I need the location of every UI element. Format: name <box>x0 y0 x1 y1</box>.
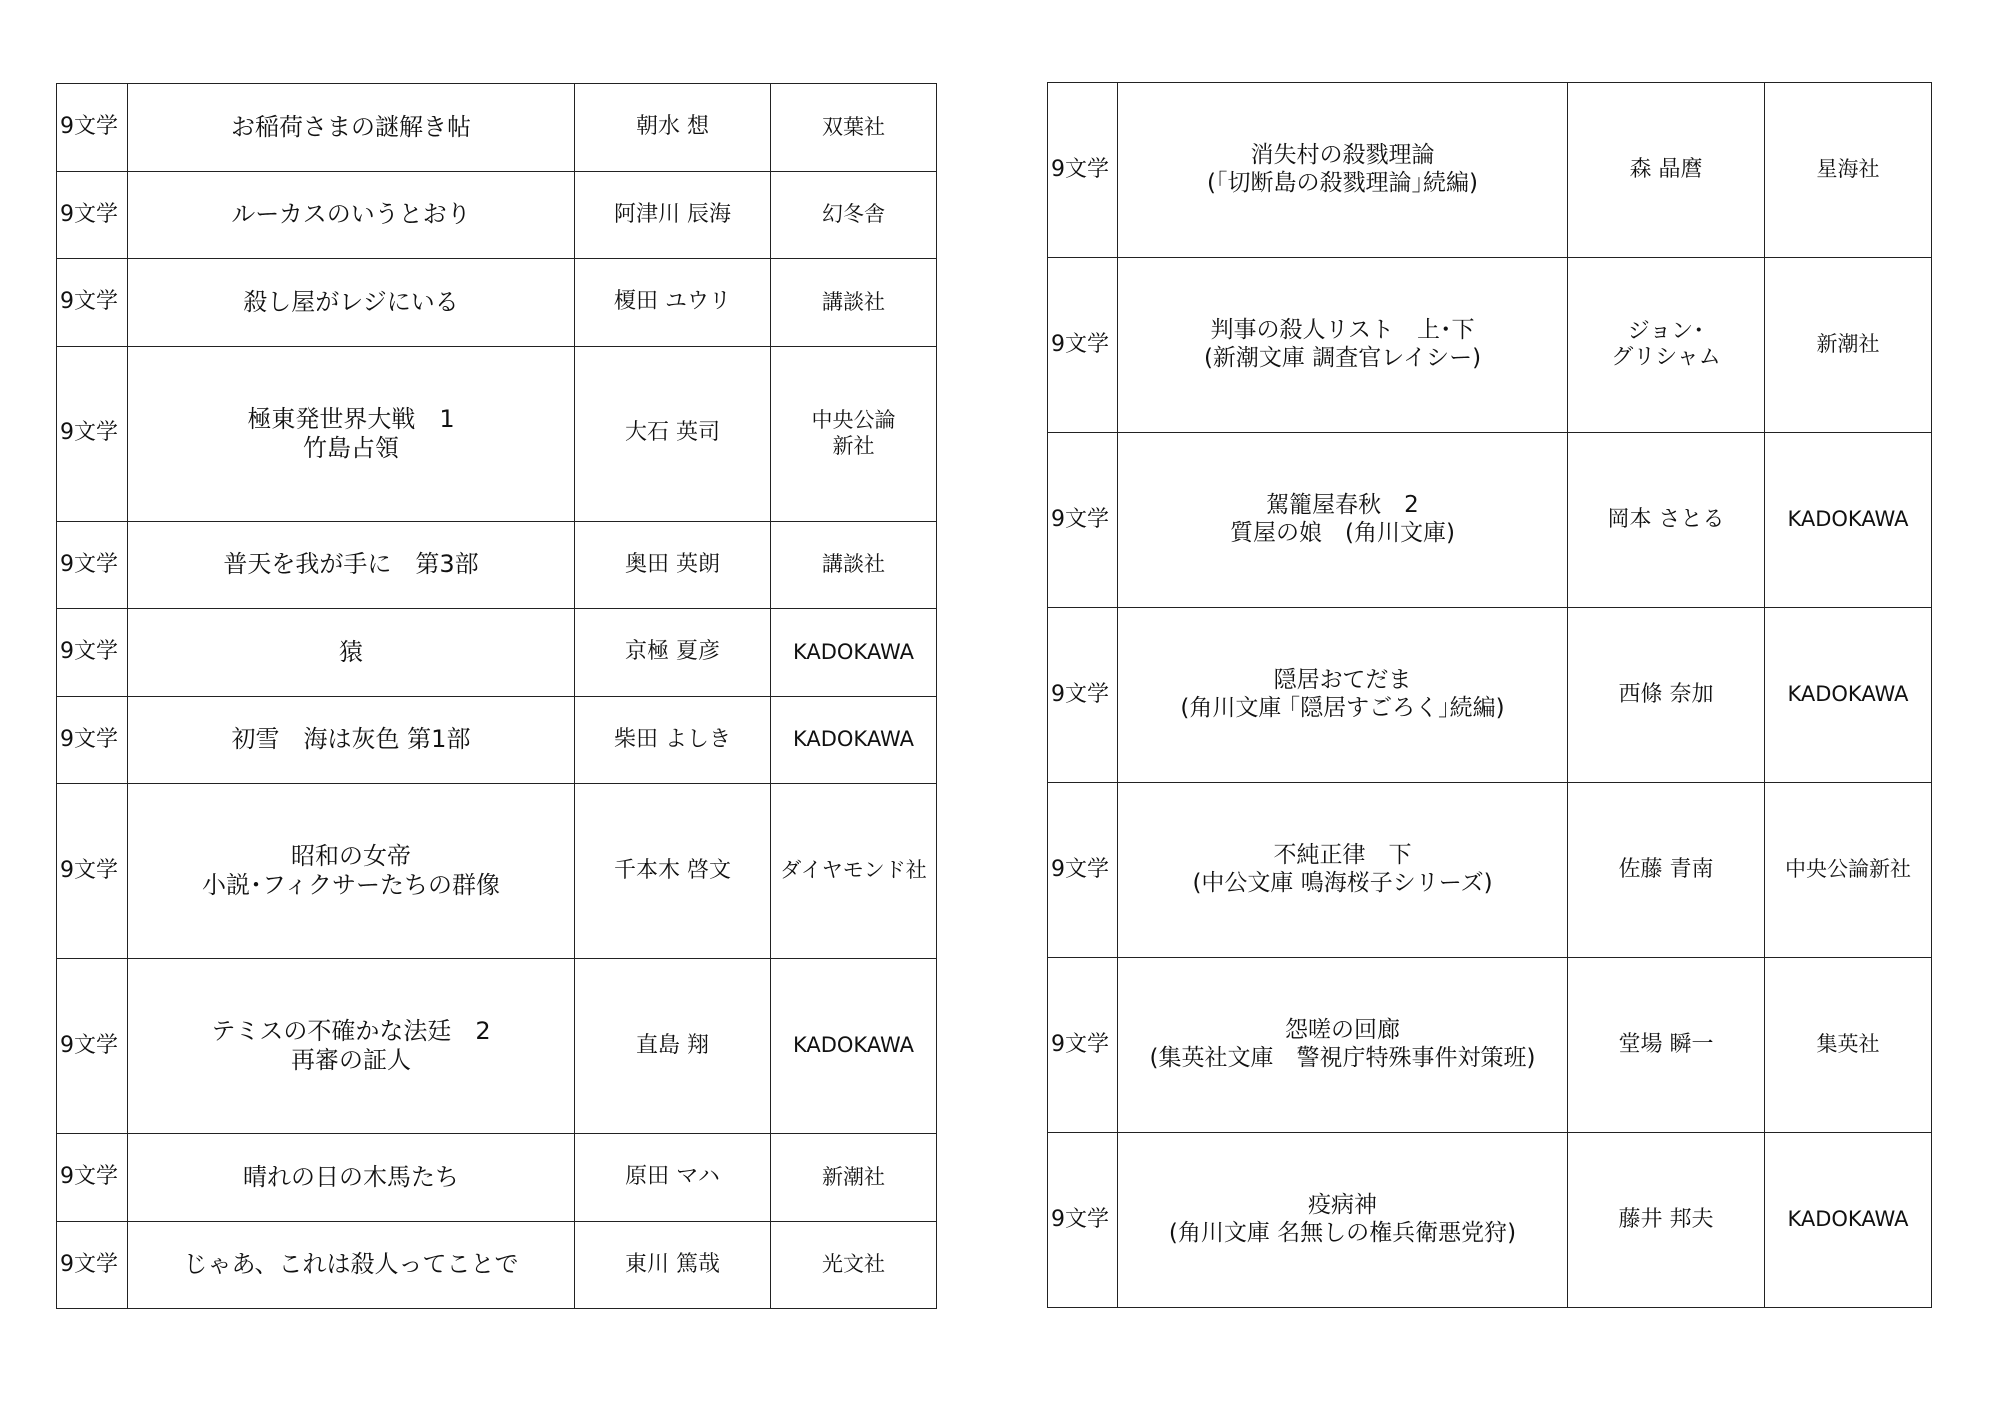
category-cell: 9文学 <box>57 784 128 959</box>
author-cell-line: 千本木 啓文 <box>614 857 731 883</box>
title-cell-line: 再審の証人 <box>291 1046 411 1074</box>
publisher-cell-line: KADOKAWA <box>1787 507 1909 532</box>
publisher-cell-line: KADOKAWA <box>792 639 915 664</box>
publisher-cell <box>771 1134 937 1222</box>
author-cell <box>575 171 771 259</box>
title-cell-line: お稲荷さまの謎解き帖 <box>231 112 471 141</box>
publisher-cell-line: KADOKAWA <box>792 727 915 752</box>
table-row <box>1048 1133 1932 1308</box>
title-cell-line: 殺し屋がレジにいる <box>243 287 459 316</box>
publisher-cell-line: 講談社 <box>822 289 885 314</box>
author-cell <box>1568 433 1765 608</box>
category-cell: 9文学 <box>1048 83 1118 258</box>
author-cell-line: 佐藤 青南 <box>1618 856 1714 882</box>
category-cell: 9文学 <box>57 609 128 697</box>
publisher-cell <box>1765 958 1932 1133</box>
author-cell <box>575 259 771 347</box>
category-cell: 9文学 <box>1048 258 1118 433</box>
table-row <box>57 784 937 959</box>
title-cell <box>1118 258 1568 433</box>
table-row <box>1048 83 1932 258</box>
author-cell-line: 西條 奈加 <box>1618 681 1714 707</box>
author-cell <box>575 84 771 172</box>
table-row <box>57 259 937 347</box>
title-cell-line: 昭和の女帝 <box>291 842 411 871</box>
category-cell: 9文学 <box>1048 783 1118 958</box>
title-cell-line: 駕籠屋春秋 2 <box>1266 492 1419 519</box>
title-cell <box>1118 1133 1568 1308</box>
book-list-body-left <box>57 84 937 1309</box>
author-cell-line: 大石 英司 <box>625 420 720 446</box>
publisher-cell-line: 光文社 <box>822 1252 885 1277</box>
title-cell-line: 竹島占領 <box>303 433 399 462</box>
author-cell <box>575 1134 771 1222</box>
author-cell-line: 岡本 さとる <box>1607 506 1725 532</box>
author-cell <box>575 784 771 959</box>
title-cell <box>1118 608 1568 783</box>
title-cell <box>128 1134 575 1222</box>
table-row <box>1048 783 1932 958</box>
publisher-cell <box>771 696 937 784</box>
author-cell-line: 京極 夏彦 <box>625 639 720 665</box>
publisher-cell <box>771 1221 937 1309</box>
publisher-cell-line: 双葉社 <box>822 114 885 139</box>
category-cell: 9文学 <box>57 346 128 521</box>
publisher-cell <box>1765 258 1932 433</box>
author-cell-line: 榎田 ユウリ <box>614 289 731 315</box>
book-list-table-left <box>56 83 937 1309</box>
author-cell <box>575 346 771 521</box>
table-row <box>57 609 937 697</box>
table-row <box>57 1221 937 1309</box>
category-cell: 9文学 <box>57 1134 128 1222</box>
publisher-cell <box>771 521 937 609</box>
author-cell <box>1568 258 1765 433</box>
title-cell <box>128 784 575 959</box>
table-row <box>57 521 937 609</box>
title-cell-line: 晴れの日の木馬たち <box>243 1162 459 1191</box>
category-cell: 9文学 <box>1048 958 1118 1133</box>
book-list-table-right <box>1047 82 1932 1308</box>
author-cell <box>1568 783 1765 958</box>
publisher-cell-line: 幻冬舎 <box>822 202 885 227</box>
title-cell-line: 判事の殺人リスト 上･下 <box>1210 317 1475 344</box>
title-cell <box>1118 958 1568 1133</box>
category-cell: 9文学 <box>57 84 128 172</box>
publisher-cell-line: 新社 <box>832 433 875 458</box>
category-cell: 9文学 <box>1048 608 1118 783</box>
publisher-cell <box>1765 783 1932 958</box>
publisher-cell-line: KADOKAWA <box>792 1033 915 1058</box>
author-cell <box>575 696 771 784</box>
publisher-cell <box>771 609 937 697</box>
publisher-cell-line: 新潮社 <box>822 1164 885 1189</box>
author-cell-line: 藤井 邦夫 <box>1618 1206 1714 1232</box>
table-row <box>57 1134 937 1222</box>
title-cell-line: (角川文庫 名無しの権兵衛悪党狩) <box>1168 1220 1517 1246</box>
title-cell-line: 極東発世界大戦 1 <box>247 404 455 433</box>
publisher-cell-line: 集英社 <box>1816 1032 1880 1057</box>
title-cell-line: テミスの不確かな法廷 2 <box>211 1017 491 1046</box>
title-cell <box>128 346 575 521</box>
table-row <box>1048 608 1932 783</box>
author-cell <box>1568 1133 1765 1308</box>
title-cell <box>1118 433 1568 608</box>
author-cell-line: 柴田 よしき <box>614 726 731 752</box>
title-cell <box>128 609 575 697</box>
publisher-cell <box>1765 83 1932 258</box>
author-cell <box>575 959 771 1134</box>
title-cell-line: 小説･フィクサーたちの群像 <box>201 871 501 899</box>
title-cell-line: 隠居おてだま <box>1273 667 1412 694</box>
title-cell-line: (新潮文庫 調査官レイシー) <box>1203 345 1482 371</box>
title-cell-line: 質屋の娘 (角川文庫) <box>1230 520 1455 546</box>
title-cell-line: 怨嗟の回廊 <box>1285 1017 1400 1044</box>
publisher-cell-line: 新潮社 <box>1816 332 1880 357</box>
author-cell-line: 直島 翔 <box>636 1032 709 1058</box>
author-cell <box>575 609 771 697</box>
table-row <box>1048 433 1932 608</box>
title-cell <box>1118 83 1568 258</box>
publisher-cell-line: 中央公論 <box>811 408 896 433</box>
title-cell <box>1118 783 1568 958</box>
title-cell <box>128 959 575 1134</box>
author-cell-line: ジョン･ <box>1627 318 1705 344</box>
publisher-cell <box>771 171 937 259</box>
title-cell <box>128 84 575 172</box>
title-cell <box>128 171 575 259</box>
publisher-cell-line: ダイヤモンド社 <box>780 858 927 883</box>
table-row <box>57 346 937 521</box>
publisher-cell <box>771 959 937 1134</box>
title-cell-line: (角川文庫 ｢隠居すごろく｣続編) <box>1180 695 1505 721</box>
author-cell <box>575 1221 771 1309</box>
author-cell-line: 阿津川 辰海 <box>614 201 731 227</box>
category-cell: 9文学 <box>1048 433 1118 608</box>
table-row <box>57 959 937 1134</box>
title-cell-line: 消失村の殺戮理論 <box>1250 142 1435 169</box>
title-cell-line: 猿 <box>339 637 363 666</box>
category-cell: 9文学 <box>57 521 128 609</box>
author-cell-line: 朝水 想 <box>636 114 709 140</box>
publisher-cell-line: 講談社 <box>822 552 885 577</box>
author-cell-line: 東川 篤哉 <box>625 1251 720 1277</box>
table-row <box>1048 958 1932 1133</box>
publisher-cell-line: KADOKAWA <box>1787 1207 1909 1232</box>
title-cell-line: 普天を我が手に 第3部 <box>223 550 479 579</box>
title-cell <box>128 521 575 609</box>
author-cell <box>575 521 771 609</box>
table-row <box>57 171 937 259</box>
publisher-cell <box>771 84 937 172</box>
category-cell: 9文学 <box>57 959 128 1134</box>
author-cell <box>1568 83 1765 258</box>
book-list-body-right <box>1048 83 1932 1308</box>
category-cell: 9文学 <box>57 1221 128 1309</box>
title-cell-line: じゃあ、これは殺人ってことで <box>183 1250 519 1279</box>
table-row <box>57 696 937 784</box>
title-cell <box>128 696 575 784</box>
category-cell: 9文学 <box>1048 1133 1118 1308</box>
title-cell-line: 疫病神 <box>1308 1192 1377 1219</box>
title-cell <box>128 259 575 347</box>
title-cell-line: (中公文庫 鳴海桜子シリーズ) <box>1192 870 1493 896</box>
title-cell-line: 初雪 海は灰色 第1部 <box>231 725 471 754</box>
title-cell <box>128 1221 575 1309</box>
publisher-cell <box>1765 433 1932 608</box>
author-cell-line: 森 晶麿 <box>1629 156 1703 182</box>
category-cell: 9文学 <box>57 171 128 259</box>
publisher-cell-line: 中央公論新社 <box>1785 857 1911 882</box>
author-cell-line: グリシャム <box>1611 345 1721 370</box>
category-cell: 9文学 <box>57 696 128 784</box>
publisher-cell <box>771 784 937 959</box>
table-row <box>57 84 937 172</box>
publisher-cell <box>771 346 937 521</box>
author-cell-line: 原田 マハ <box>625 1164 720 1190</box>
title-cell-line: (集英社文庫 警視庁特殊事件対策班) <box>1149 1045 1536 1071</box>
author-cell <box>1568 608 1765 783</box>
title-cell-line: 不純正律 下 <box>1273 842 1412 869</box>
category-cell: 9文学 <box>57 259 128 347</box>
author-cell-line: 堂場 瞬一 <box>1618 1031 1714 1057</box>
publisher-cell <box>1765 1133 1932 1308</box>
publisher-cell-line: 星海社 <box>1816 157 1880 182</box>
publisher-cell-line: KADOKAWA <box>1787 682 1909 707</box>
title-cell-line: ルーカスのいうとおり <box>231 200 471 229</box>
author-cell <box>1568 958 1765 1133</box>
publisher-cell <box>771 259 937 347</box>
publisher-cell <box>1765 608 1932 783</box>
author-cell-line: 奥田 英朗 <box>625 551 720 577</box>
table-row <box>1048 258 1932 433</box>
title-cell-line: (｢切断島の殺戮理論｣続編) <box>1207 170 1478 196</box>
